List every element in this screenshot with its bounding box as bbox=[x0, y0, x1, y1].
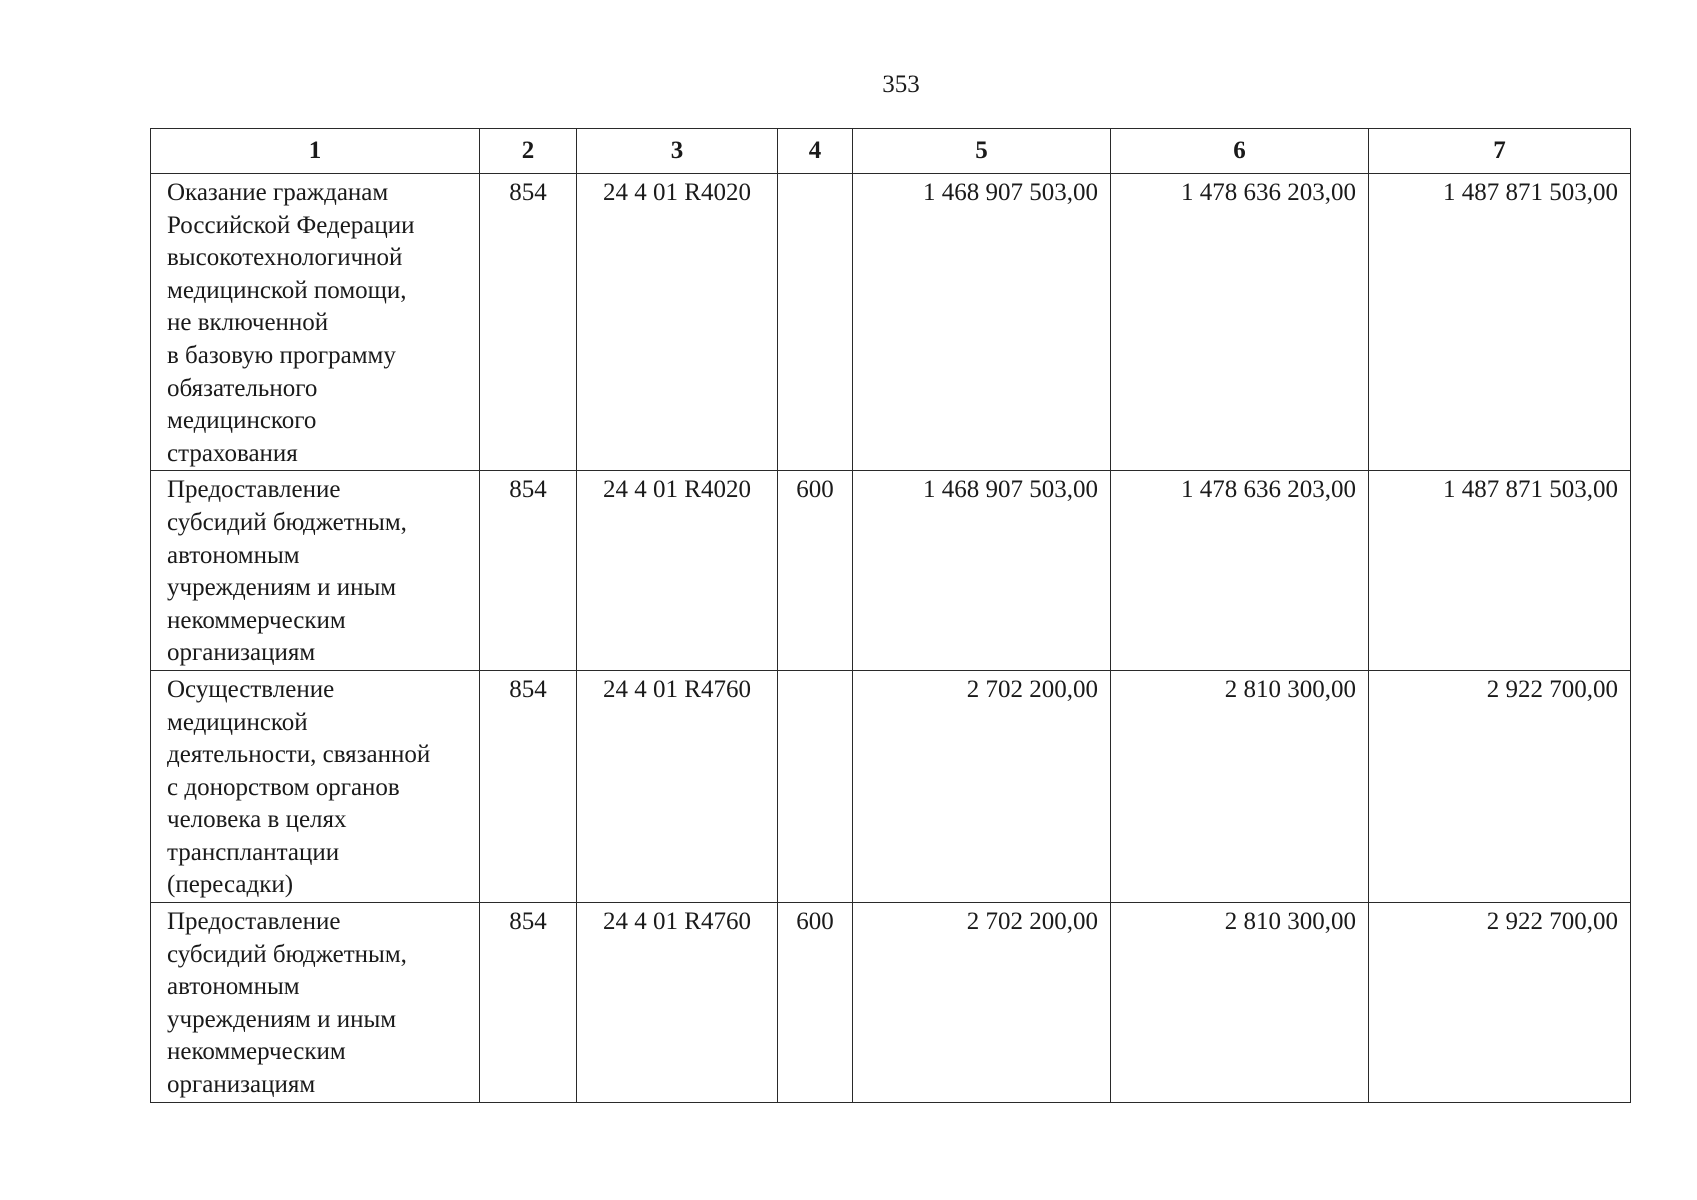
name-line: в базовую программу bbox=[167, 341, 396, 369]
code-cell: 854 bbox=[480, 174, 577, 471]
name-line: обязательного bbox=[167, 374, 318, 402]
amount-cell: 2 922 700,00 bbox=[1369, 903, 1631, 1103]
amount-cell: 1 478 636 203,00 bbox=[1111, 174, 1369, 471]
amount-cell: 2 810 300,00 bbox=[1111, 903, 1369, 1103]
name-line: трансплантации bbox=[167, 838, 340, 866]
amount-cell: 1 487 871 503,00 bbox=[1369, 471, 1631, 671]
name-line: организациям bbox=[167, 639, 316, 667]
column-header: 5 bbox=[853, 129, 1111, 174]
target-cell: 24 4 01 R4760 bbox=[577, 670, 778, 902]
row-name-cell bbox=[151, 903, 480, 1103]
type-cell bbox=[778, 670, 853, 902]
column-header: 7 bbox=[1369, 129, 1631, 174]
target-cell: 24 4 01 R4020 bbox=[577, 174, 778, 471]
row-name-cell bbox=[151, 471, 480, 671]
type-cell: 600 bbox=[778, 903, 853, 1103]
name-line: Предоставление bbox=[167, 908, 341, 936]
name-line: не включенной bbox=[167, 309, 329, 337]
name-line: организациям bbox=[167, 1071, 316, 1099]
column-header: 2 bbox=[480, 129, 577, 174]
amount-cell: 1 487 871 503,00 bbox=[1369, 174, 1631, 471]
name-line: медицинской помощи, bbox=[167, 276, 407, 304]
amount-cell: 2 702 200,00 bbox=[853, 903, 1111, 1103]
name-line: учреждениям и иным bbox=[167, 1005, 397, 1033]
code-cell: 854 bbox=[480, 670, 577, 902]
name-line: некоммерческим bbox=[167, 606, 346, 634]
name-line: (пересадки) bbox=[167, 871, 294, 899]
budget-table bbox=[150, 128, 1631, 1103]
amount-cell: 1 468 907 503,00 bbox=[853, 174, 1111, 471]
name-line: субсидий бюджетным, bbox=[167, 508, 407, 536]
table-row bbox=[151, 174, 1631, 471]
target-cell: 24 4 01 R4020 bbox=[577, 471, 778, 671]
name-line: с донорством органов bbox=[167, 773, 400, 801]
target-cell: 24 4 01 R4760 bbox=[577, 903, 778, 1103]
name-line: медицинской bbox=[167, 708, 308, 736]
table-row bbox=[151, 903, 1631, 1103]
name-line: человека в целях bbox=[167, 806, 347, 834]
name-line: учреждениям и иным bbox=[167, 574, 397, 602]
name-line: деятельности, связанной bbox=[167, 741, 431, 769]
row-name-cell bbox=[151, 670, 480, 902]
column-header: 1 bbox=[151, 129, 480, 174]
amount-cell: 2 702 200,00 bbox=[853, 670, 1111, 902]
name-line: высокотехнологичной bbox=[167, 244, 403, 272]
name-line: некоммерческим bbox=[167, 1038, 346, 1066]
table-header bbox=[151, 129, 1631, 174]
amount-cell: 2 810 300,00 bbox=[1111, 670, 1369, 902]
table-row bbox=[151, 471, 1631, 671]
table-row bbox=[151, 670, 1631, 902]
amount-cell: 2 922 700,00 bbox=[1369, 670, 1631, 902]
row-name-cell bbox=[151, 174, 480, 471]
name-line: субсидий бюджетным, bbox=[167, 940, 407, 968]
type-cell bbox=[778, 174, 853, 471]
name-line: автономным bbox=[167, 541, 300, 569]
name-line: Предоставление bbox=[167, 476, 341, 504]
amount-cell: 1 468 907 503,00 bbox=[853, 471, 1111, 671]
name-line: медицинского bbox=[167, 407, 317, 435]
amount-cell: 1 478 636 203,00 bbox=[1111, 471, 1369, 671]
name-line: Оказание гражданам bbox=[167, 179, 389, 206]
code-cell: 854 bbox=[480, 903, 577, 1103]
header-row bbox=[151, 129, 1631, 174]
type-cell: 600 bbox=[778, 471, 853, 671]
column-header: 6 bbox=[1111, 129, 1369, 174]
name-line: страхования bbox=[167, 439, 298, 467]
name-line: автономным bbox=[167, 973, 300, 1001]
code-cell: 854 bbox=[480, 471, 577, 671]
column-header: 4 bbox=[778, 129, 853, 174]
page-number: 353 bbox=[882, 71, 920, 98]
column-header: 3 bbox=[577, 129, 778, 174]
name-line: Осуществление bbox=[167, 675, 335, 703]
table-body bbox=[151, 174, 1631, 1103]
name-line: Российской Федерации bbox=[167, 211, 415, 239]
